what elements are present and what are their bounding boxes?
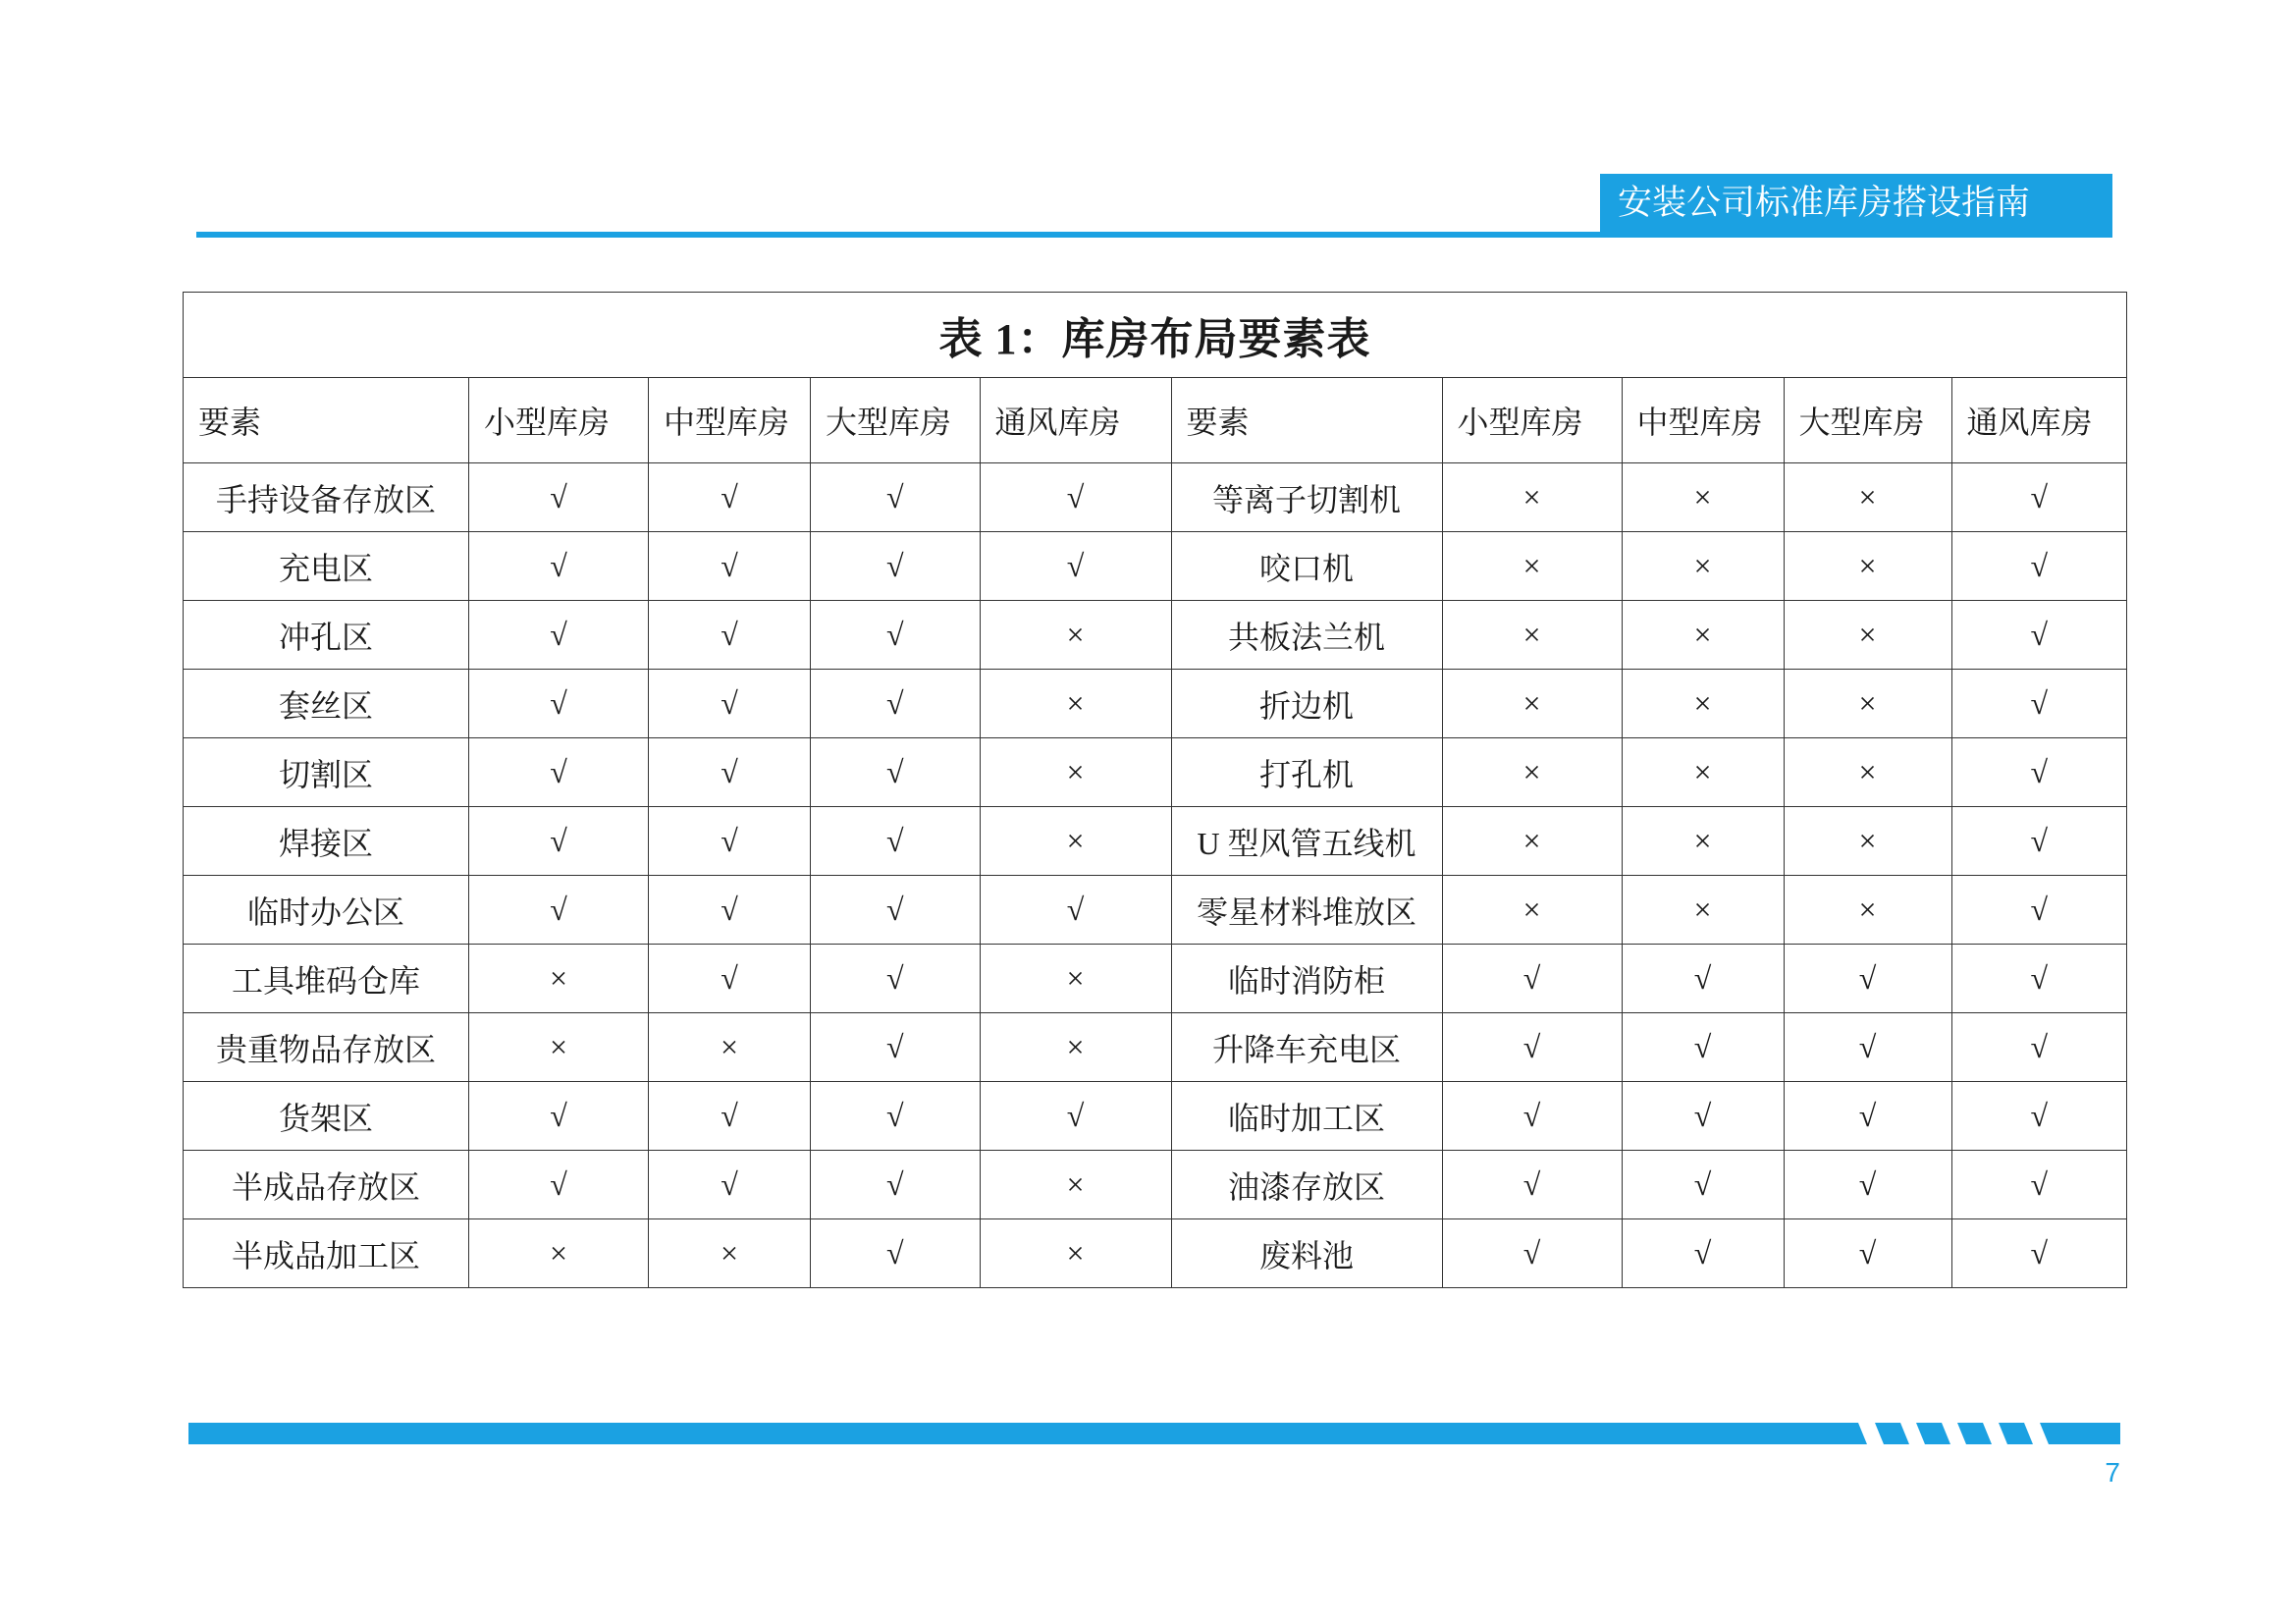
check-mark-cell: √ [980,1082,1171,1151]
check-mark-cell: √ [1442,945,1622,1013]
table-row [184,807,2127,876]
cross-mark-cell: × [1784,463,1951,532]
check-mark-cell: √ [469,670,649,738]
check-mark-cell: √ [1622,1219,1784,1288]
check-mark-cell: √ [1951,945,2127,1013]
element-name-cell: 折边机 [1171,670,1442,738]
element-name-cell: 共板法兰机 [1171,601,1442,670]
column-header-medium: 中型库房 [649,378,811,463]
cross-mark-cell: × [980,738,1171,807]
table-row [184,1151,2127,1219]
cross-mark-cell: × [1784,670,1951,738]
column-header-small: 小型库房 [1442,378,1622,463]
cross-mark-cell: × [1442,876,1622,945]
column-header-large: 大型库房 [811,378,981,463]
table-body [184,463,2127,1288]
check-mark-cell: √ [469,601,649,670]
element-name-cell: 半成品存放区 [184,1151,469,1219]
element-name-cell: 咬口机 [1171,532,1442,601]
check-mark-cell: √ [1442,1219,1622,1288]
check-mark-cell: √ [469,807,649,876]
cross-mark-cell: × [1622,601,1784,670]
cross-mark-cell: × [1622,807,1784,876]
check-mark-cell: √ [811,1013,981,1082]
check-mark-cell: √ [469,876,649,945]
check-mark-cell: √ [811,945,981,1013]
cross-mark-cell: × [469,945,649,1013]
element-name-cell: 临时加工区 [1171,1082,1442,1151]
cross-mark-cell: × [1784,738,1951,807]
check-mark-cell: √ [1784,945,1951,1013]
check-mark-cell: √ [980,532,1171,601]
check-mark-cell: √ [649,1082,811,1151]
check-mark-cell: √ [649,532,811,601]
check-mark-cell: √ [469,1151,649,1219]
element-name-cell: 油漆存放区 [1171,1151,1442,1219]
table-title-row [184,293,2127,378]
check-mark-cell: √ [1442,1013,1622,1082]
check-mark-cell: √ [1951,670,2127,738]
check-mark-cell: √ [649,463,811,532]
check-mark-cell: √ [1951,1151,2127,1219]
cross-mark-cell: × [1784,807,1951,876]
check-mark-cell: √ [980,876,1171,945]
check-mark-cell: √ [1622,1082,1784,1151]
header-divider [196,232,2112,238]
element-name-cell: 废料池 [1171,1219,1442,1288]
check-mark-cell: √ [649,670,811,738]
element-name-cell: 升降车充电区 [1171,1013,1442,1082]
table-row [184,1013,2127,1082]
element-name-cell: 套丝区 [184,670,469,738]
table-row [184,601,2127,670]
cross-mark-cell: × [980,670,1171,738]
table-title: 表 1：库房布局要素表 [184,293,2127,378]
cross-mark-cell: × [469,1013,649,1082]
check-mark-cell: √ [811,601,981,670]
element-name-cell: 贵重物品存放区 [184,1013,469,1082]
column-header-small: 小型库房 [469,378,649,463]
element-name-cell: 工具堆码仓库 [184,945,469,1013]
check-mark-cell: √ [811,532,981,601]
cross-mark-cell: × [980,1151,1171,1219]
check-mark-cell: √ [811,807,981,876]
cross-mark-cell: × [1442,738,1622,807]
check-mark-cell: √ [1442,1082,1622,1151]
element-name-cell: 临时消防柜 [1171,945,1442,1013]
element-name-cell: 等离子切割机 [1171,463,1442,532]
check-mark-cell: √ [1951,876,2127,945]
cross-mark-cell: × [1784,601,1951,670]
cross-mark-cell: × [1622,738,1784,807]
cross-mark-cell: × [980,945,1171,1013]
column-header-medium: 中型库房 [1622,378,1784,463]
cross-mark-cell: × [1784,876,1951,945]
table-row [184,670,2127,738]
element-name-cell: 货架区 [184,1082,469,1151]
check-mark-cell: √ [1784,1219,1951,1288]
table-row [184,532,2127,601]
check-mark-cell: √ [1442,1151,1622,1219]
check-mark-cell: √ [1951,738,2127,807]
check-mark-cell: √ [1622,1013,1784,1082]
check-mark-cell: √ [649,945,811,1013]
check-mark-cell: √ [1622,945,1784,1013]
cross-mark-cell: × [980,1013,1171,1082]
cross-mark-cell: × [980,601,1171,670]
check-mark-cell: √ [1951,532,2127,601]
check-mark-cell: √ [649,601,811,670]
element-name-cell: 临时办公区 [184,876,469,945]
check-mark-cell: √ [469,463,649,532]
cross-mark-cell: × [1442,670,1622,738]
column-header-ventilated: 通风库房 [1951,378,2127,463]
cross-mark-cell: × [1442,463,1622,532]
check-mark-cell: √ [1951,1082,2127,1151]
cross-mark-cell: × [1622,463,1784,532]
check-mark-cell: √ [1622,1151,1784,1219]
element-name-cell: 手持设备存放区 [184,463,469,532]
cross-mark-cell: × [1622,876,1784,945]
cross-mark-cell: × [980,1219,1171,1288]
cross-mark-cell: × [1784,532,1951,601]
check-mark-cell: √ [811,1219,981,1288]
check-mark-cell: √ [469,532,649,601]
element-name-cell: 打孔机 [1171,738,1442,807]
check-mark-cell: √ [811,738,981,807]
element-name-cell: U 型风管五线机 [1171,807,1442,876]
table-row [184,876,2127,945]
check-mark-cell: √ [469,738,649,807]
table-row [184,1082,2127,1151]
check-mark-cell: √ [1784,1082,1951,1151]
cross-mark-cell: × [469,1219,649,1288]
check-mark-cell: √ [1951,463,2127,532]
check-mark-cell: √ [811,1151,981,1219]
check-mark-cell: √ [1951,1013,2127,1082]
column-header-element: 要素 [1171,378,1442,463]
column-header-ventilated: 通风库房 [980,378,1171,463]
check-mark-cell: √ [1951,1219,2127,1288]
table-row [184,463,2127,532]
cross-mark-cell: × [1622,532,1784,601]
check-mark-cell: √ [811,876,981,945]
document-header-title: 安装公司标准库房搭设指南 [1600,174,2112,233]
check-mark-cell: √ [811,1082,981,1151]
check-mark-cell: √ [1951,807,2127,876]
check-mark-cell: √ [980,463,1171,532]
cross-mark-cell: × [649,1219,811,1288]
check-mark-cell: √ [649,738,811,807]
page-number: 7 [2105,1457,2120,1488]
cross-mark-cell: × [1442,807,1622,876]
table-row [184,1219,2127,1288]
cross-mark-cell: × [1442,601,1622,670]
layout-elements-table [183,292,2127,1288]
cross-mark-cell: × [980,807,1171,876]
check-mark-cell: √ [1784,1013,1951,1082]
element-name-cell: 焊接区 [184,807,469,876]
table-row [184,738,2127,807]
element-name-cell: 半成品加工区 [184,1219,469,1288]
table-header-row [184,378,2127,463]
cross-mark-cell: × [1442,532,1622,601]
cross-mark-cell: × [649,1013,811,1082]
check-mark-cell: √ [811,463,981,532]
check-mark-cell: √ [469,1082,649,1151]
column-header-element: 要素 [184,378,469,463]
footer-stripe-bar [188,1423,2120,1444]
element-name-cell: 零星材料堆放区 [1171,876,1442,945]
check-mark-cell: √ [649,1151,811,1219]
element-name-cell: 切割区 [184,738,469,807]
element-name-cell: 充电区 [184,532,469,601]
check-mark-cell: √ [1784,1151,1951,1219]
cross-mark-cell: × [1622,670,1784,738]
element-name-cell: 冲孔区 [184,601,469,670]
check-mark-cell: √ [1951,601,2127,670]
table-row [184,945,2127,1013]
column-header-large: 大型库房 [1784,378,1951,463]
check-mark-cell: √ [811,670,981,738]
check-mark-cell: √ [649,876,811,945]
check-mark-cell: √ [649,807,811,876]
